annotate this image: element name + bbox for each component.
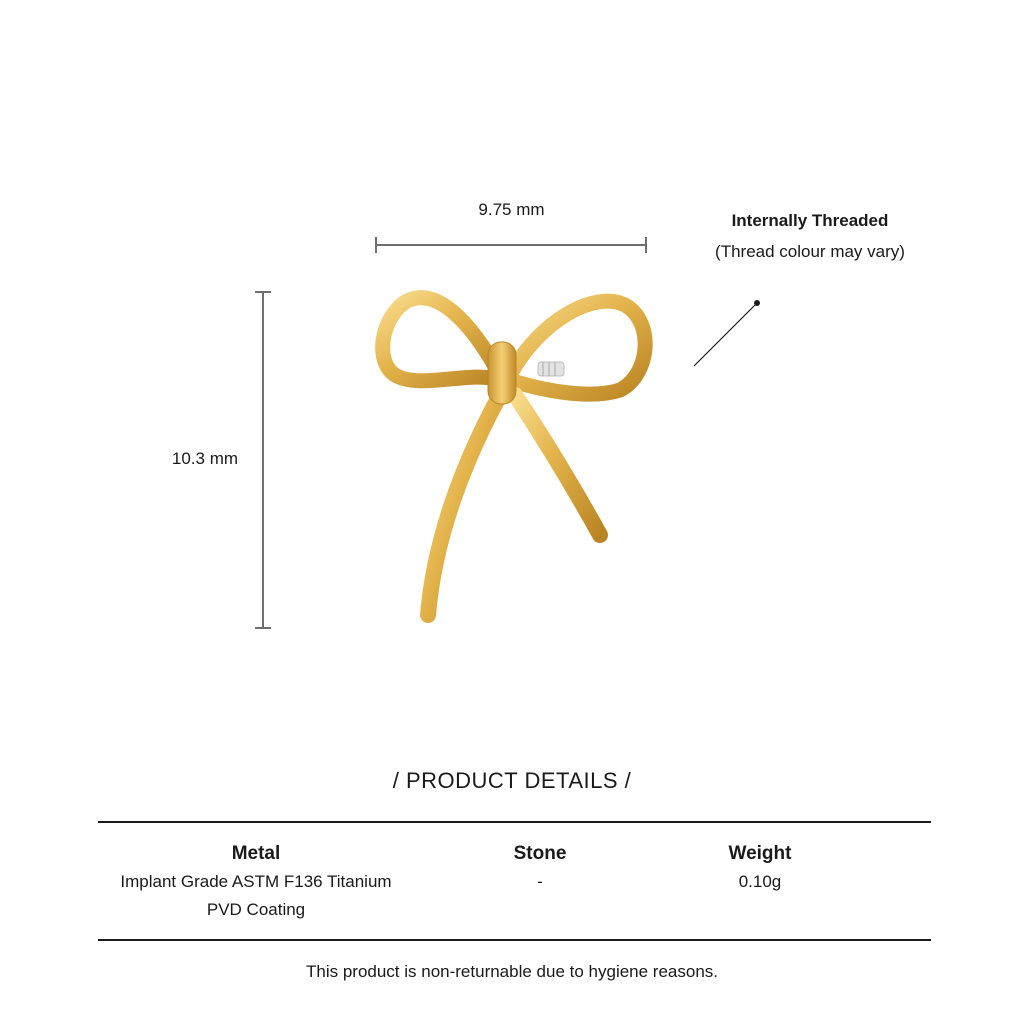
height-dimension-cap-bottom — [255, 627, 271, 629]
product-details-heading: / PRODUCT DETAILS / — [392, 768, 632, 793]
metal-column — [96, 840, 416, 924]
weight-header: Weight — [728, 843, 792, 864]
returns-policy-note: This product is non-returnable due to hygiene reasons. — [305, 962, 719, 981]
thread-post-icon — [538, 362, 564, 376]
metal-line-2: PVD Coating — [206, 900, 306, 919]
stone-header: Stone — [513, 843, 567, 864]
width-dimension-line — [376, 244, 647, 246]
width-dimension-label: 9.75 mm — [478, 200, 545, 219]
height-dimension-line — [262, 292, 264, 629]
weight-column — [680, 840, 840, 896]
thread-note: (Thread colour may vary) — [715, 242, 905, 261]
thread-title: Internally Threaded — [731, 211, 889, 230]
weight-value: 0.10g — [738, 872, 782, 891]
height-dimension-cap-top — [255, 291, 271, 293]
gold-bow-stud-illustration-icon — [360, 280, 670, 640]
callout-pointer-icon — [686, 294, 766, 374]
height-dimension-label: 10.3 mm — [171, 449, 239, 468]
details-bottom-divider — [98, 939, 931, 941]
stone-column — [460, 840, 620, 896]
details-top-divider — [98, 821, 931, 823]
width-dimension-cap-right — [645, 237, 647, 253]
stone-value: - — [537, 872, 543, 891]
metal-header: Metal — [231, 843, 281, 864]
metal-line-1: Implant Grade ASTM F136 Titanium — [120, 872, 392, 891]
width-dimension-cap-left — [375, 237, 377, 253]
